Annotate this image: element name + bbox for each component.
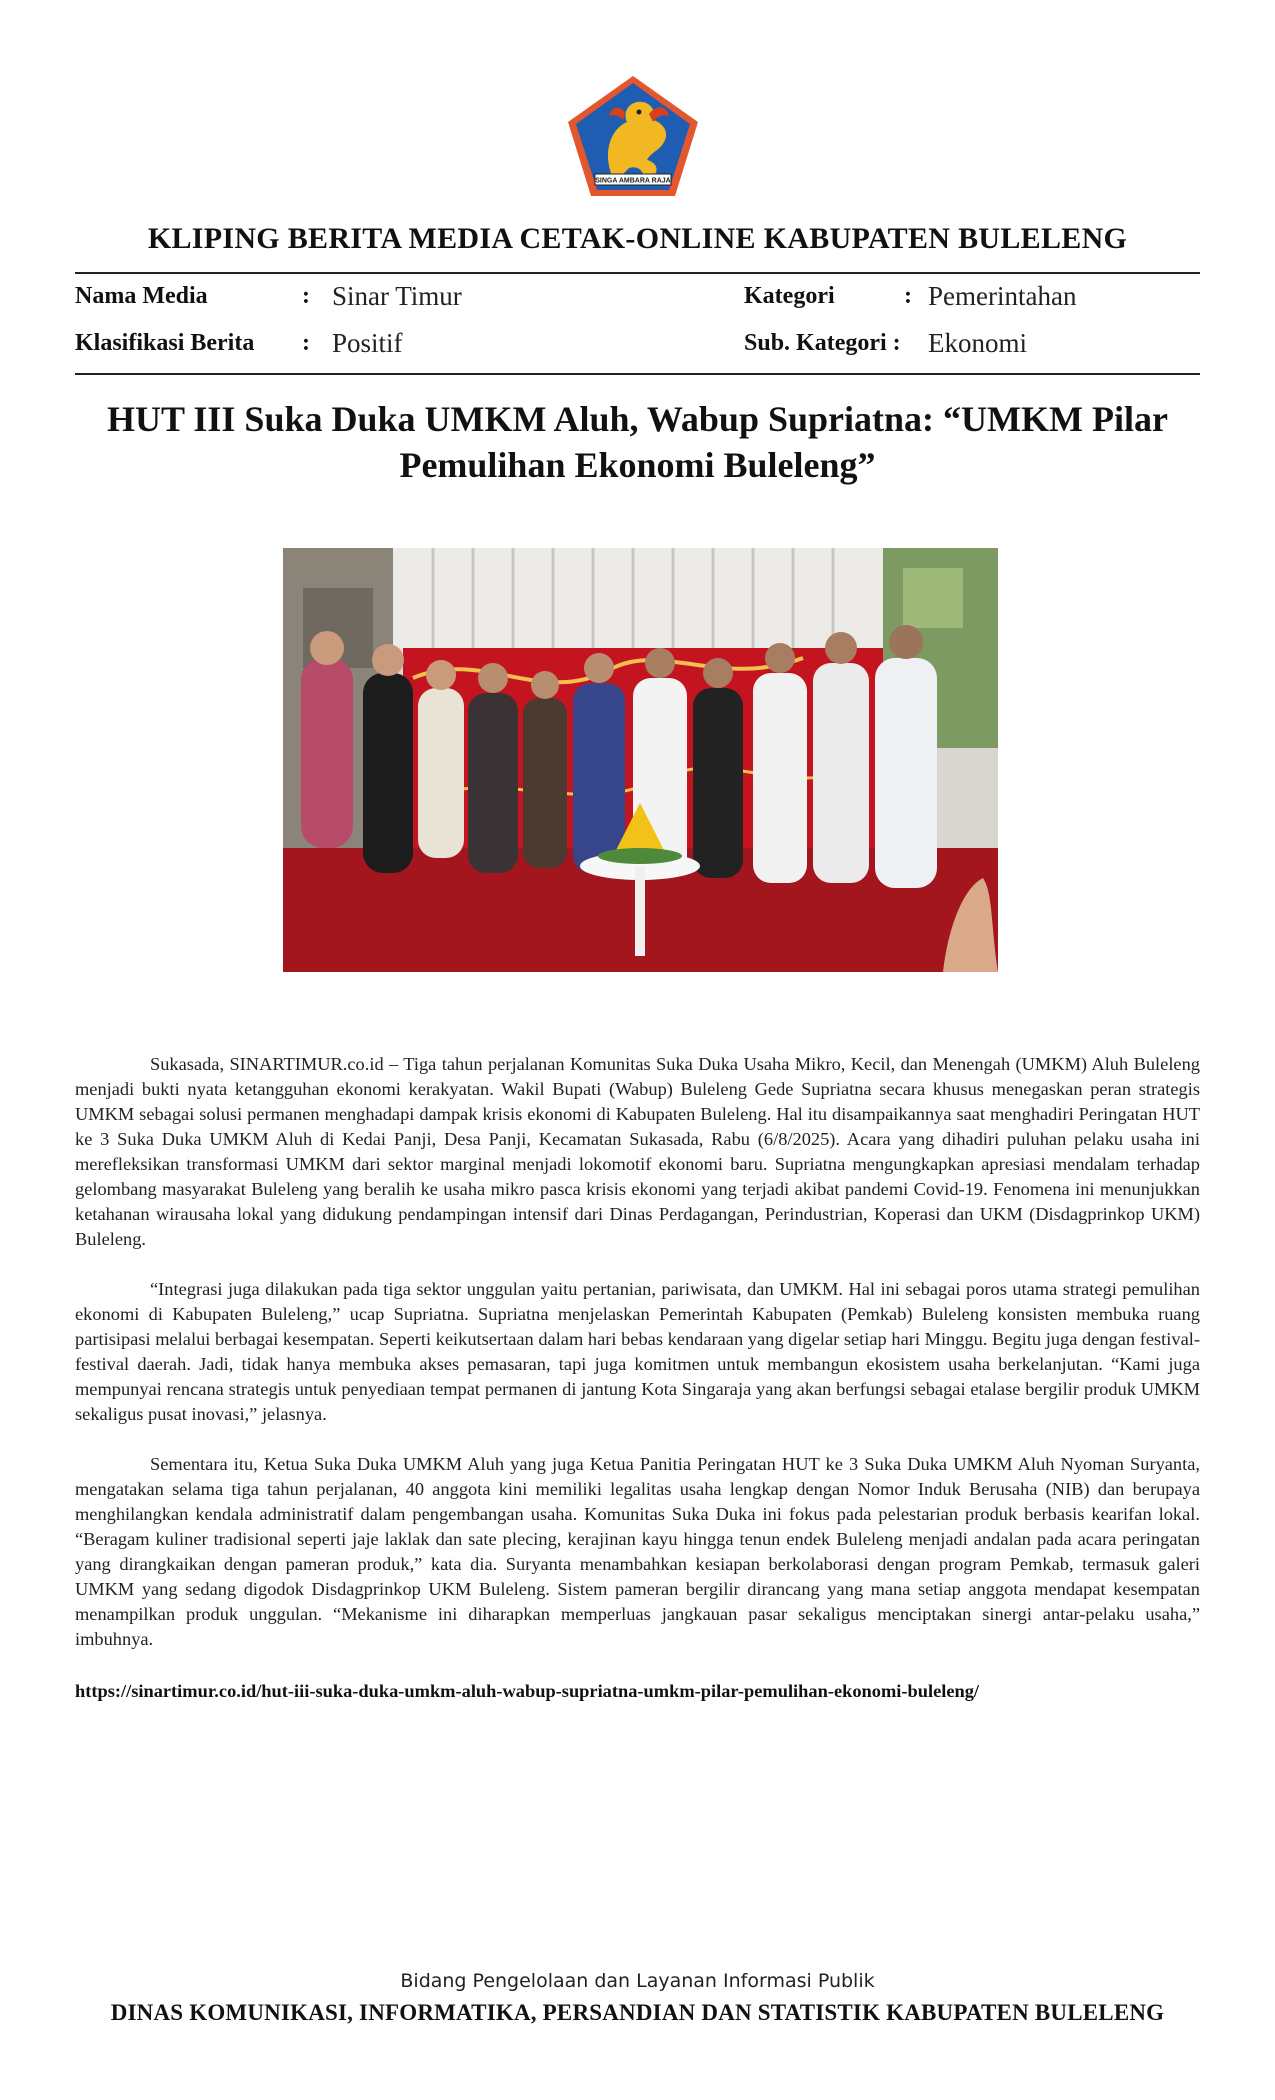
source-url-link[interactable]: https://sinartimur.co.id/hut-iii-suka-duka-umkm-aluh-wabup-supriatna-umkm-pilar-pemulihan-ekonomi-buleleng/ bbox=[75, 1681, 980, 1701]
crest-caption: SINGA AMBARA RAJA bbox=[595, 177, 671, 185]
category-colon: : bbox=[904, 283, 912, 309]
sub-category-label: Sub. Kategori : bbox=[744, 330, 901, 356]
classification-colon: : bbox=[302, 330, 310, 356]
footer-department: Bidang Pengelolaan dan Layanan Informasi Publik bbox=[400, 1970, 875, 1992]
header-divider-top bbox=[75, 272, 1200, 274]
category-label: Kategori bbox=[744, 283, 835, 309]
headline-line-1: HUT III Suka Duka UMKM Aluh, Wabup Supriatna: “UMKM Pilar bbox=[107, 399, 1168, 439]
media-name-label: Nama Media bbox=[75, 283, 208, 309]
kabupaten-buleleng-crest-icon bbox=[565, 74, 701, 200]
article-paragraph: “Integrasi juga dilakukan pada tiga sektor unggulan yaitu pertanian, pariwisata, dan UMKM. Hal ini sebagai poros utama strategi pemulihan ekonomi di Kabupaten Buleleng,” ucap Supriatna. Supriatna menjelaskan Pemerintah Kabupaten (Pemkab) Buleleng konsisten membuka ruang partisipasi melalui berbagai kesempatan. Seperti keikutsertaan dalam hari bebas kendaraan yang digelar setiap hari Minggu. Begitu juga dengan festival-festival daerah. Jadi, tidak hanya membuka akses pemasaran, tapi juga komitmen untuk membangun ekosistem usaha berkelanjutan. “Kami juga mempunyai rencana strategis untuk penyediaan tempat permanen di jantung Kota Singaraja yang akan berfungsi sebagai etalase bergilir produk UMKM sekaligus pusat inovasi,” jelasnya. bbox=[75, 1279, 1200, 1424]
clipping-title: KLIPING BERITA MEDIA CETAK-ONLINE KABUPATEN BULELENG bbox=[147, 222, 1128, 255]
header-divider-bottom bbox=[75, 373, 1200, 375]
article-paragraph: Sukasada, SINARTIMUR.co.id – Tiga tahun perjalanan Komunitas Suka Duka Usaha Mikro, Kecil, dan Menengah (UMKM) Aluh Buleleng menjadi bukti nyata ketangguhan ekonomi kerakyatan. Wakil Bupati (Wabup) Buleleng Gede Supriatna secara khusus menegaskan peran strategis UMKM sebagai solusi permanen menghadapi dampak krisis ekonomi di Kabupaten Buleleng. Hal itu disampaikannya saat menghadiri Peringatan HUT ke 3 Suka Duka UMKM Aluh di Kedai Panji, Desa Panji, Kecamatan Sukasada, Rabu (6/8/2025). Acara yang dihadiri puluhan pelaku usaha ini merefleksikan transformasi UMKM dari sektor marginal menjadi lokomotif ekonomi baru. Supriatna mengungkapkan apresiasi mendalam terhadap gelombang masyarakat Buleleng yang beralih ke usaha mikro pasca krisis ekonomi yang terjadi akibat pandemi Covid-19. Fenomena ini menunjukkan ketahanan wirausaha lokal yang didukung pendampingan intensif dari Dinas Perdagangan, Perindustrian, Koperasi dan UKM (Disdagprinkop UKM) Buleleng. bbox=[75, 1054, 1200, 1249]
article-body bbox=[75, 1052, 1200, 1677]
classification-value: Positif bbox=[332, 328, 403, 358]
category-value: Pemerintahan bbox=[928, 281, 1077, 311]
headline-line-2: Pemulihan Ekonomi Buleleng” bbox=[399, 445, 876, 485]
event-group-photo bbox=[283, 548, 998, 972]
article-paragraph: Sementara itu, Ketua Suka Duka UMKM Aluh yang juga Ketua Panitia Peringatan HUT ke 3 Suka Duka UMKM Aluh Nyoman Suryanta, mengatakan selama tiga tahun perjalanan, 40 anggota kini memiliki legalitas usaha lengkap dengan Nomor Induk Berusaha (NIB) dan berupaya menghilangkan kendala administratif dalam pengembangan usaha. Komunitas Suka Duka ini fokus pada pelestarian produk berbasis kearifan lokal. “Beragam kuliner tradisional seperti jaje laklak dan sate plecing, kerajinan kayu hingga tenun endek Buleleng menjadi andalan pada acara peringatan yang dirangkaikan dengan pameran produk,” kata dia. Suryanta menambahkan kesiapan berkolaborasi dengan program Pemkab, termasuk galeri UMKM yang sedang digodok Disdagprinkop UKM Buleleng. Sistem pameran bergilir dirancang yang mana setiap anggota mendapat kesempatan menampilkan produk unggulan. “Mekanisme ini diharapkan memperluas jangkauan pasar sekaligus menciptakan sinergi antar-pelaku usaha,” imbuhnya. bbox=[75, 1454, 1200, 1649]
article-headline bbox=[75, 396, 1200, 488]
sub-category-value: Ekonomi bbox=[928, 328, 1027, 358]
classification-label: Klasifikasi Berita bbox=[75, 330, 255, 356]
footer-agency: DINAS KOMUNIKASI, INFORMATIKA, PERSANDIAN DAN STATISTIK KABUPATEN BULELENG bbox=[110, 2000, 1165, 2025]
media-name-colon: : bbox=[302, 283, 310, 309]
media-name-value: Sinar Timur bbox=[332, 281, 462, 311]
